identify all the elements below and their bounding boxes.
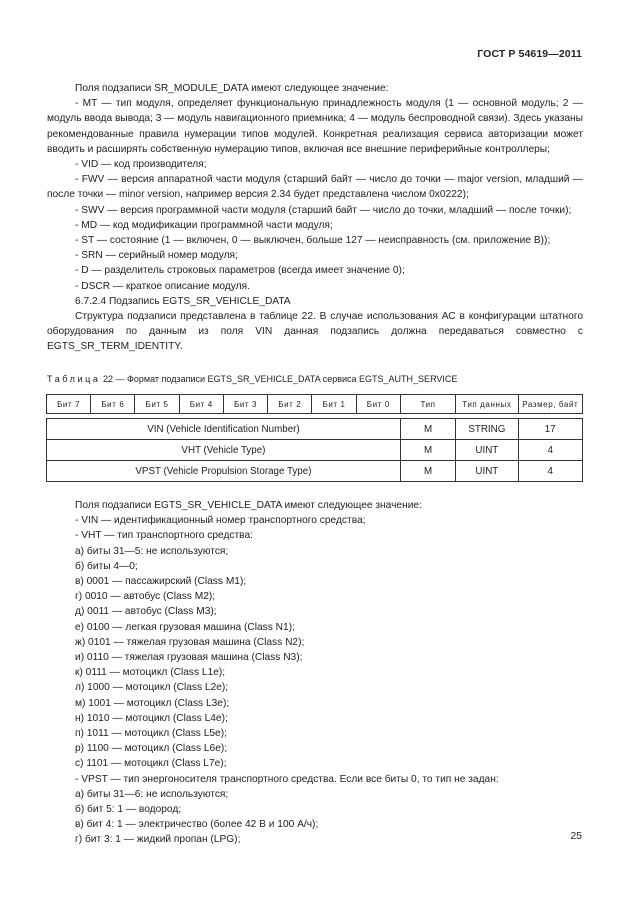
field-name-cell: VPST (Vehicle Propulsion Storage Type) xyxy=(47,461,401,482)
list-item: в) 0001 — пассажирский (Class M1); xyxy=(75,576,247,588)
list-item: - VHT — тип транспортного средства: xyxy=(75,530,253,542)
header-cell: Бит 1 xyxy=(312,395,356,414)
text-block-module-data xyxy=(47,81,583,355)
paragraph: - D — разделитель строковых параметров (всегда имеет значение 0); xyxy=(75,265,405,277)
paragraph: Поля подзаписи SR_MODULE_DATA имеют следующее значение: xyxy=(75,83,389,94)
field-name-cell: VIN (Vehicle Identification Number) xyxy=(47,419,401,440)
paragraph: - SRN — серийный номер модуля; xyxy=(75,250,238,262)
data-type-cell: UINT xyxy=(456,440,518,461)
list-item: а) биты 31—6: не используются; xyxy=(75,788,229,800)
field-name-cell: VHT (Vehicle Type) xyxy=(47,440,401,461)
paragraph: - ST — состояние (1 — включен, 0 — выключен, больше 127 — неисправность (см. приложение В)); xyxy=(75,235,551,247)
data-type-cell: UINT xyxy=(456,461,518,482)
paragraph: - DSCR — краткое описание модуля. xyxy=(75,280,250,292)
header-cell: Размер, байт xyxy=(518,395,582,414)
header-cell: Бит 4 xyxy=(179,395,223,414)
table-header-row xyxy=(47,395,583,414)
header-cell: Бит 3 xyxy=(223,395,267,414)
paragraph: - FWV — версия аппаратной части модуля (старший байт — число до точки — major version, младший — после точки — minor version, например версия 2.34 будет представлена числом 0x0222); xyxy=(47,174,583,201)
header-cell: Тип xyxy=(400,395,455,414)
list-item: л) 1000 — мотоцикл (Class L2e); xyxy=(75,682,229,694)
list-item: с) 1101 — мотоцикл (Class L7e); xyxy=(75,758,227,770)
list-item: б) бит 5: 1 — водород; xyxy=(75,804,182,816)
list-item: п) 1011 — мотоцикл (Class L5e); xyxy=(75,728,227,740)
list-item: - VPST — тип энергоносителя транспортного средства. Если все биты 0, то тип не задан: xyxy=(75,773,499,785)
vehicle-data-table xyxy=(46,394,583,482)
paragraph: - VID — код производителя; xyxy=(75,159,207,171)
list-item: м) 1001 — мотоцикл (Class L3e); xyxy=(75,697,230,709)
list-item: ж) 0101 — тяжелая грузовая машина (Class N2); xyxy=(75,636,305,648)
section-heading: 6.7.2.4 Подзапись EGTS_SR_VEHICLE_DATA xyxy=(75,295,291,307)
text-block-vehicle-data xyxy=(47,498,583,848)
header-cell: Тип данных xyxy=(456,395,518,414)
list-item: н) 1010 — мотоцикл (Class L4e); xyxy=(75,712,228,724)
list-item: г) 0010 — автобус (Class M2); xyxy=(75,591,216,603)
list-item: д) 0011 — автобус (Class M3); xyxy=(75,606,217,618)
type-cell: M xyxy=(400,461,455,482)
header-cell: Бит 2 xyxy=(268,395,312,414)
table-caption-title: — Формат подзаписи EGTS_SR_VEHICLE_DATA сервиса EGTS_AUTH_SERVICE xyxy=(115,374,458,384)
list-item: к) 0111 — мотоцикл (Class L1e); xyxy=(75,667,226,679)
list-item: в) бит 4: 1 — электричество (более 42 В и 100 А/ч); xyxy=(75,819,319,831)
paragraph: - SWV — версия программной части модуля (старший байт — число до точки, младший — после точки); xyxy=(75,204,572,216)
header-cell: Бит 0 xyxy=(356,395,400,414)
list-item: б) биты 4—0; xyxy=(75,560,138,572)
header-cell: Бит 7 xyxy=(47,395,91,414)
table-row xyxy=(47,461,583,482)
page-number: 25 xyxy=(570,830,582,842)
type-cell: M xyxy=(400,419,455,440)
size-cell: 4 xyxy=(518,461,582,482)
document-header: ГОСТ Р 54619—2011 xyxy=(477,48,582,60)
paragraph: - MT — тип модуля, определяет функциональную принадлежность модуля (1 — основной модуль; 2 — модуль ввода вывода; 3 — модуль навигационного приемника; 4 — модуль беспроводной связи). Здесь указаны рекомендованные правила нумерации типов модулей. Конкретная реализация сервиса авторизации может вводить и расширять собственную нумерацию типов, включая все внешние периферийные контроллеры; xyxy=(47,98,583,155)
size-cell: 4 xyxy=(518,440,582,461)
type-cell: M xyxy=(400,440,455,461)
list-item: р) 1100 — мотоцикл (Class L6e); xyxy=(75,743,228,755)
table-row xyxy=(47,440,583,461)
table-caption-label: Таблица xyxy=(47,374,101,384)
header-cell: Бит 5 xyxy=(135,395,179,414)
paragraph: Структура подзаписи представлена в таблице 22. В случае использования АС в конфигурации штатного оборудования по данным из поля VIN данная подзапись должна передаваться совместно с EGTS_SR_TERM_IDENTITY. xyxy=(47,311,583,353)
header-cell: Бит 6 xyxy=(91,395,135,414)
data-type-cell: STRING xyxy=(456,419,518,440)
list-item: - VIN — идентификационный номер транспортного средства; xyxy=(75,515,366,527)
paragraph: - MD — код модификации программной части модуля; xyxy=(75,219,333,231)
list-item: г) бит 3: 1 — жидкий пропан (LPG); xyxy=(75,834,241,846)
paragraph: Поля подзаписи EGTS_SR_VEHICLE_DATA имеют следующее значение: xyxy=(75,500,422,511)
list-item: е) 0100 — легкая грузовая машина (Class N1); xyxy=(75,621,295,633)
table-caption-number: 22 xyxy=(103,374,114,384)
size-cell: 17 xyxy=(518,419,582,440)
table-caption xyxy=(47,374,457,384)
table-row xyxy=(47,419,583,440)
list-item: и) 0110 — тяжелая грузовая машина (Class N3); xyxy=(75,652,303,664)
list-item: а) биты 31—5: не используются; xyxy=(75,545,229,557)
